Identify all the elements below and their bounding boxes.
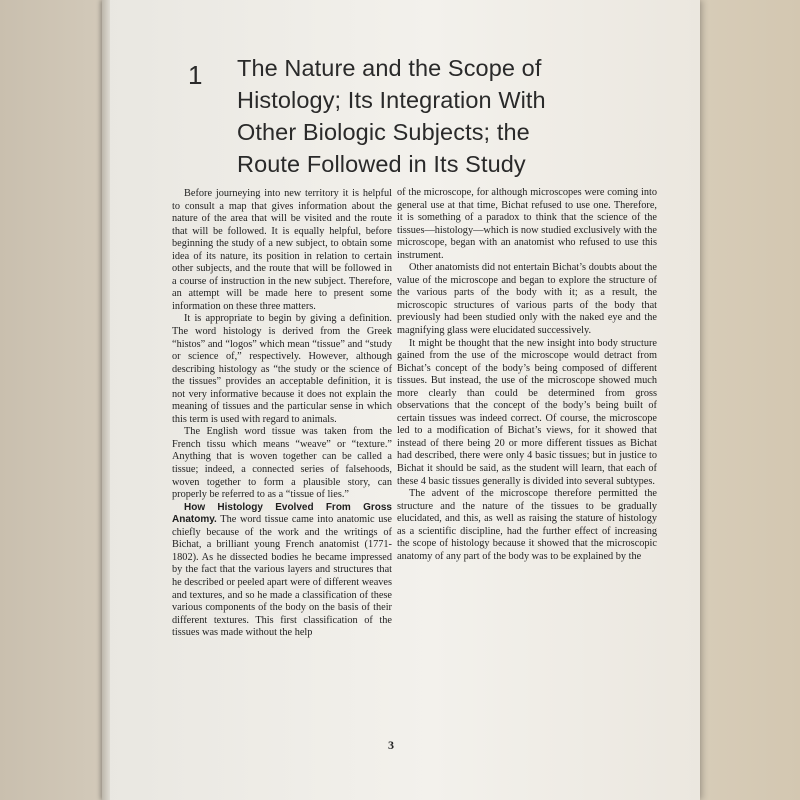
chapter-number: 1 <box>188 60 203 90</box>
paragraph: It is appropriate to begin by giving a definition. The word histology is derived from the Greek “histos” and “logos” which mean “tissue” and “study or science of,” respectively. However, although describing histology as “the study or the science of the tissues” provides an acceptable definition, it is not very informative because it does not explain the meaning of tissues and the particular sense in which this term is used with regard to animals. <box>172 313 392 425</box>
left-column <box>172 188 392 640</box>
book-page <box>102 0 700 800</box>
page-gutter <box>102 0 110 800</box>
paragraph: The advent of the microscope therefore permitted the structure and the nature of the tissues to be gradually elucidated, and this, as well as raising the stature of histology as a scientific discipline, had the further effect of increasing the scope of histology because it showed that the microscopic anatomy of any part of the body was to be explained by the <box>397 488 657 562</box>
page-number: 3 <box>388 738 394 752</box>
section-heading: How Histology Evolved From Gross Anatomy. <box>172 501 392 526</box>
chapter-title-line: Histology; Its Integration With <box>237 87 546 113</box>
paragraph-text: The word tissue came into anatomic use chiefly because of the work and the writings of Bichat, a brilliant young French anatomist (1771-1802). As he dissected bodies he became impressed by the fact that the various layers and structures that he described or peeled apart were of different weaves and textures, and so he made a classification of these various components of the body on the basis of their different textures. This first classification of the tissues was made without the help <box>172 514 392 639</box>
paragraph <box>172 502 392 640</box>
paragraph: The English word tissue was taken from the French tissu which means “weave” or “texture.” Anything that is woven together can be called a tissue; indeed, a connected series of falsehoods, woven together to form a plausible story, can properly be referred to as a “tissue of lies.” <box>172 426 392 501</box>
paragraph: of the microscope, for although microscopes were coming into general use at that time, Bichat refused to use one. Therefore, it is something of a paradox to think that the science of the tissues—histology—which is now studied exclusively with the microscope, began with an anatomist who refused to use this instrument. <box>397 187 657 261</box>
paragraph: It might be thought that the new insight into body structure gained from the use of the microscope would detract from Bichat’s concept of the body’s being composed of different tissues. But instead, the use of the microscope showed much more clearly than could be determined from gross observations that the concept of the body’s being built of certain tissues was indeed correct. Of course, the microscope led to a modification of Bichat’s views, for it showed that instead of there being 20 or more different tissues as Bichat had described, there were only 4 basic tissues; but in justice to Bichat it should be said, as the student will learn, that each of these 4 basic tissues generally is divided into several subtypes. <box>397 337 657 487</box>
paragraph: Before journeying into new territory it is helpful to consult a map that gives information about the nature of the area that will be visited and the route that will be followed. It is equally helpful, before beginning the study of a new subject, to obtain some idea of its nature, its position in relation to certain other subjects, and the route that will be followed in a course of instruction in the new subject. Therefore, an attempt will be made here to present some information on these three matters. <box>172 188 392 312</box>
chapter-title-line: Other Biologic Subjects; the <box>237 119 530 145</box>
paragraph: Other anatomists did not entertain Bichat’s doubts about the value of the microscope and began to explore the structure of the various parts of the body with it; as a result, the microscopic structures of various parts of the body that previously had been studied only with the naked eye and the magnifying glass were elucidated successively. <box>397 262 657 337</box>
right-column <box>397 187 657 563</box>
chapter-title <box>237 52 677 180</box>
chapter-title-line: The Nature and the Scope of <box>237 55 542 81</box>
chapter-title-line: Route Followed in Its Study <box>237 151 526 177</box>
